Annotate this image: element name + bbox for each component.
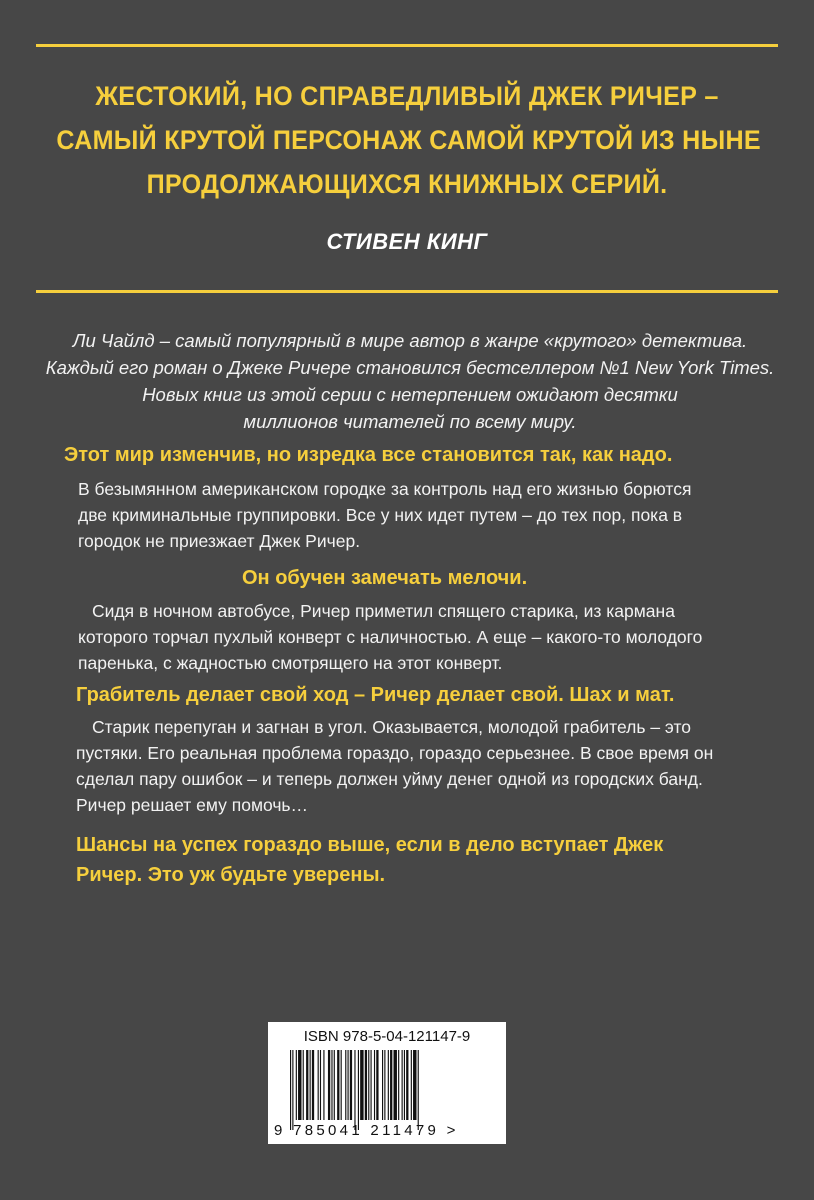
barcode-bar: [398, 1050, 399, 1120]
intro-paragraph: [40, 327, 780, 435]
barcode-bar: [328, 1050, 330, 1120]
blurb-quote: [56, 74, 761, 206]
intro-line: Новых книг из этой серии с нетерпением ожидают десятки: [142, 384, 678, 405]
body-line: которого торчал пухлый конверт с наличностью. А еще – какого-то молодого: [78, 627, 703, 647]
barcode-bar: [376, 1050, 378, 1120]
isbn-barcode: [268, 1022, 506, 1144]
barcode-bar: [384, 1050, 385, 1120]
barcode-bar: [365, 1050, 367, 1120]
barcode-bar: [374, 1050, 375, 1120]
barcode-bar: [406, 1050, 408, 1120]
tagline-line: Шансы на успех гораздо выше, если в дело вступает Джек: [76, 834, 664, 856]
barcode-bar: [413, 1050, 416, 1120]
section-1-headline: Этот мир изменчив, но изредка все становится так, как надо.: [64, 444, 673, 466]
barcode-bar: [290, 1050, 291, 1130]
barcode-bar: [388, 1050, 389, 1120]
barcode-bar: [296, 1050, 297, 1120]
barcode-bar: [394, 1050, 397, 1120]
barcode-bar: [350, 1050, 352, 1120]
middle-divider: [36, 290, 778, 293]
intro-line: миллионов читателей по всему миру.: [243, 411, 577, 432]
body-line: Сидя в ночном автобусе, Ричер приметил спящего старика, из кармана: [92, 601, 675, 621]
barcode-bar: [323, 1050, 324, 1120]
tagline-line: Ричер. Это уж будьте уверены.: [76, 864, 386, 886]
body-line: Ричер решает ему помочь…: [76, 795, 309, 815]
barcode-bar: [402, 1050, 403, 1120]
intro-line: Ли Чайлд – самый популярный в мире автор в жанре «крутого» детектива.: [72, 330, 748, 351]
barcode-bar: [310, 1050, 311, 1120]
section-3-body: [76, 714, 713, 818]
body-line: Старик перепуган и загнан в угол. Оказывается, молодой грабитель – это: [92, 717, 692, 737]
barcode-bar: [341, 1050, 342, 1120]
barcode-bar: [371, 1050, 372, 1120]
quote-line: ЖЕСТОКИЙ, НО СПРАВЕДЛИВЫЙ ДЖЕК РИЧЕР –: [95, 81, 719, 111]
isbn-label: ISBN 978-5-04-121147-9: [303, 1028, 471, 1045]
barcode-bar: [337, 1050, 339, 1120]
barcode-bar: [348, 1050, 349, 1120]
barcode-bar: [418, 1050, 419, 1130]
barcode-bar: [306, 1050, 308, 1120]
barcode-digits: 9 785041 211479 >: [274, 1122, 459, 1139]
barcode-bar: [358, 1050, 359, 1130]
section-3-headline: Грабитель делает свой ход – Ричер делает свой. Шах и мат.: [76, 684, 675, 706]
body-line: сделал пару ошибок – и теперь должен уйму денег одной из городских банд.: [76, 769, 703, 789]
barcode-bar: [390, 1050, 392, 1120]
barcode-bar: [303, 1050, 304, 1120]
body-line: две криминальные группировки. Все у них идет путем – до тех пор, пока в: [78, 505, 683, 525]
body-line: В безымянном американском городке за контроль над его жизнью борются: [78, 479, 692, 499]
closing-tagline: [76, 830, 663, 890]
intro-line: Каждый его роман о Джеке Ричере становился бестселлером №1 New York Times.: [45, 357, 775, 378]
barcode-bar: [382, 1050, 383, 1120]
top-divider: [36, 44, 778, 47]
barcode-bar: [404, 1050, 405, 1120]
barcode-bar: [320, 1050, 321, 1120]
quote-author: СТИВЕН КИНГ: [326, 229, 488, 254]
section-1-body: [78, 476, 691, 554]
section-2-body: [78, 598, 703, 676]
barcode-bar: [331, 1050, 332, 1120]
barcode-bar: [312, 1050, 314, 1120]
body-line: паренька, с жадностью смотрящего на этот конверт.: [78, 653, 503, 673]
barcode-bar: [411, 1050, 412, 1120]
barcode-bar: [345, 1050, 346, 1120]
body-line: пустяки. Его реальная проблема гораздо, гораздо серьезнее. В свое время он: [76, 743, 714, 763]
section-2-headline: Он обучен замечать мелочи.: [242, 567, 528, 589]
barcode-bar: [368, 1050, 369, 1120]
quote-line: САМЫЙ КРУТОЙ ПЕРСОНАЖ САМОЙ КРУТОЙ ИЗ НЫНЕ: [56, 125, 761, 155]
barcode-bar: [298, 1050, 301, 1120]
body-line: городок не приезжает Джек Ричер.: [78, 531, 361, 551]
quote-line: ПРОДОЛЖАЮЩИХСЯ КНИЖНЫХ СЕРИЙ.: [146, 169, 668, 199]
barcode-bar: [318, 1050, 319, 1120]
barcode-bar: [334, 1050, 335, 1120]
barcode-bar: [354, 1050, 355, 1130]
barcode-bar: [292, 1050, 293, 1130]
barcode-bar: [360, 1050, 363, 1120]
